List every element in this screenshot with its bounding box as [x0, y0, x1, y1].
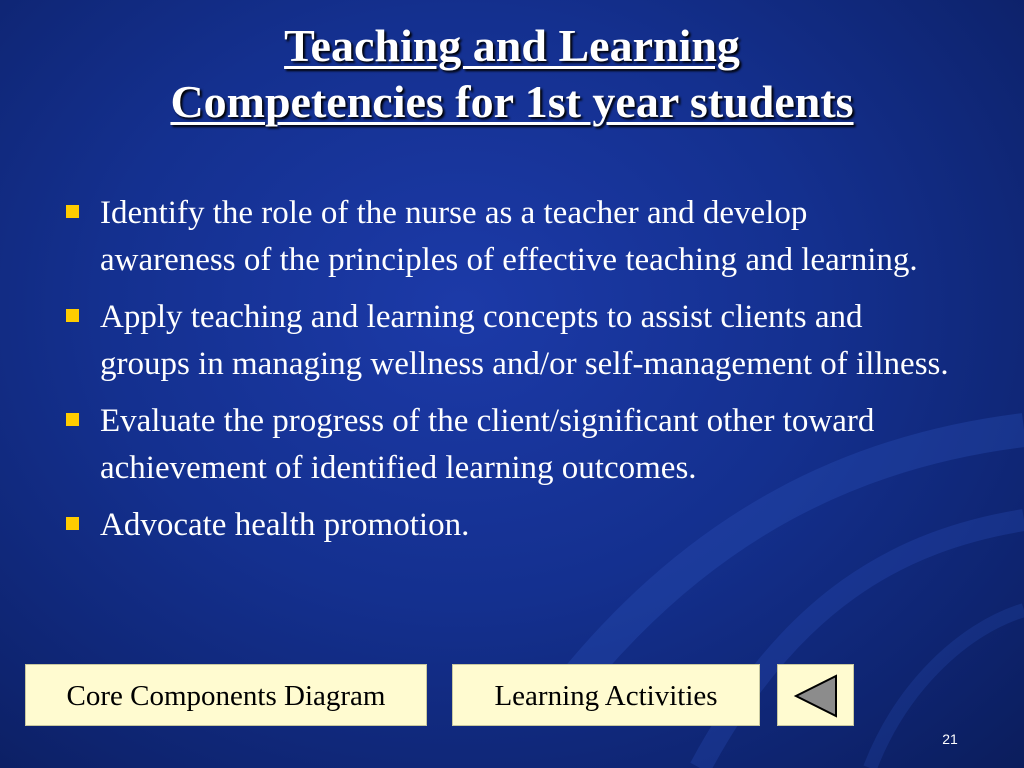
title-line-2: Competencies for 1st year students [170, 76, 854, 127]
bullet-text: Advocate health promotion. [100, 507, 470, 543]
core-components-label: Core Components Diagram [66, 680, 386, 712]
core-components-diagram-button[interactable] [25, 664, 427, 726]
bullet-item [60, 190, 950, 284]
bullet-text: Apply teaching and learning concepts to assist clients and groups in managing wellness and/or self-management of illness. [100, 299, 949, 382]
square-bullet-icon [66, 205, 79, 218]
page-number: 21 [942, 731, 958, 747]
bullet-item [60, 398, 950, 492]
triangle-left-icon [792, 674, 840, 718]
back-button[interactable] [777, 664, 854, 726]
bullet-text: Identify the role of the nurse as a teacher and develop awareness of the principles of effective teaching and learning. [100, 195, 918, 278]
square-bullet-icon [66, 517, 79, 530]
bullet-text: Evaluate the progress of the client/significant other toward achievement of identified learning outcomes. [100, 403, 875, 486]
learning-activities-button[interactable] [452, 664, 760, 726]
bullet-item [60, 502, 950, 549]
learning-activities-label: Learning Activities [494, 680, 718, 712]
square-bullet-icon [66, 413, 79, 426]
bullet-item [60, 294, 950, 388]
square-bullet-icon [66, 309, 79, 322]
slide-title [0, 18, 1024, 130]
bullet-list [60, 190, 950, 559]
title-line-1: Teaching and Learning [284, 20, 740, 71]
